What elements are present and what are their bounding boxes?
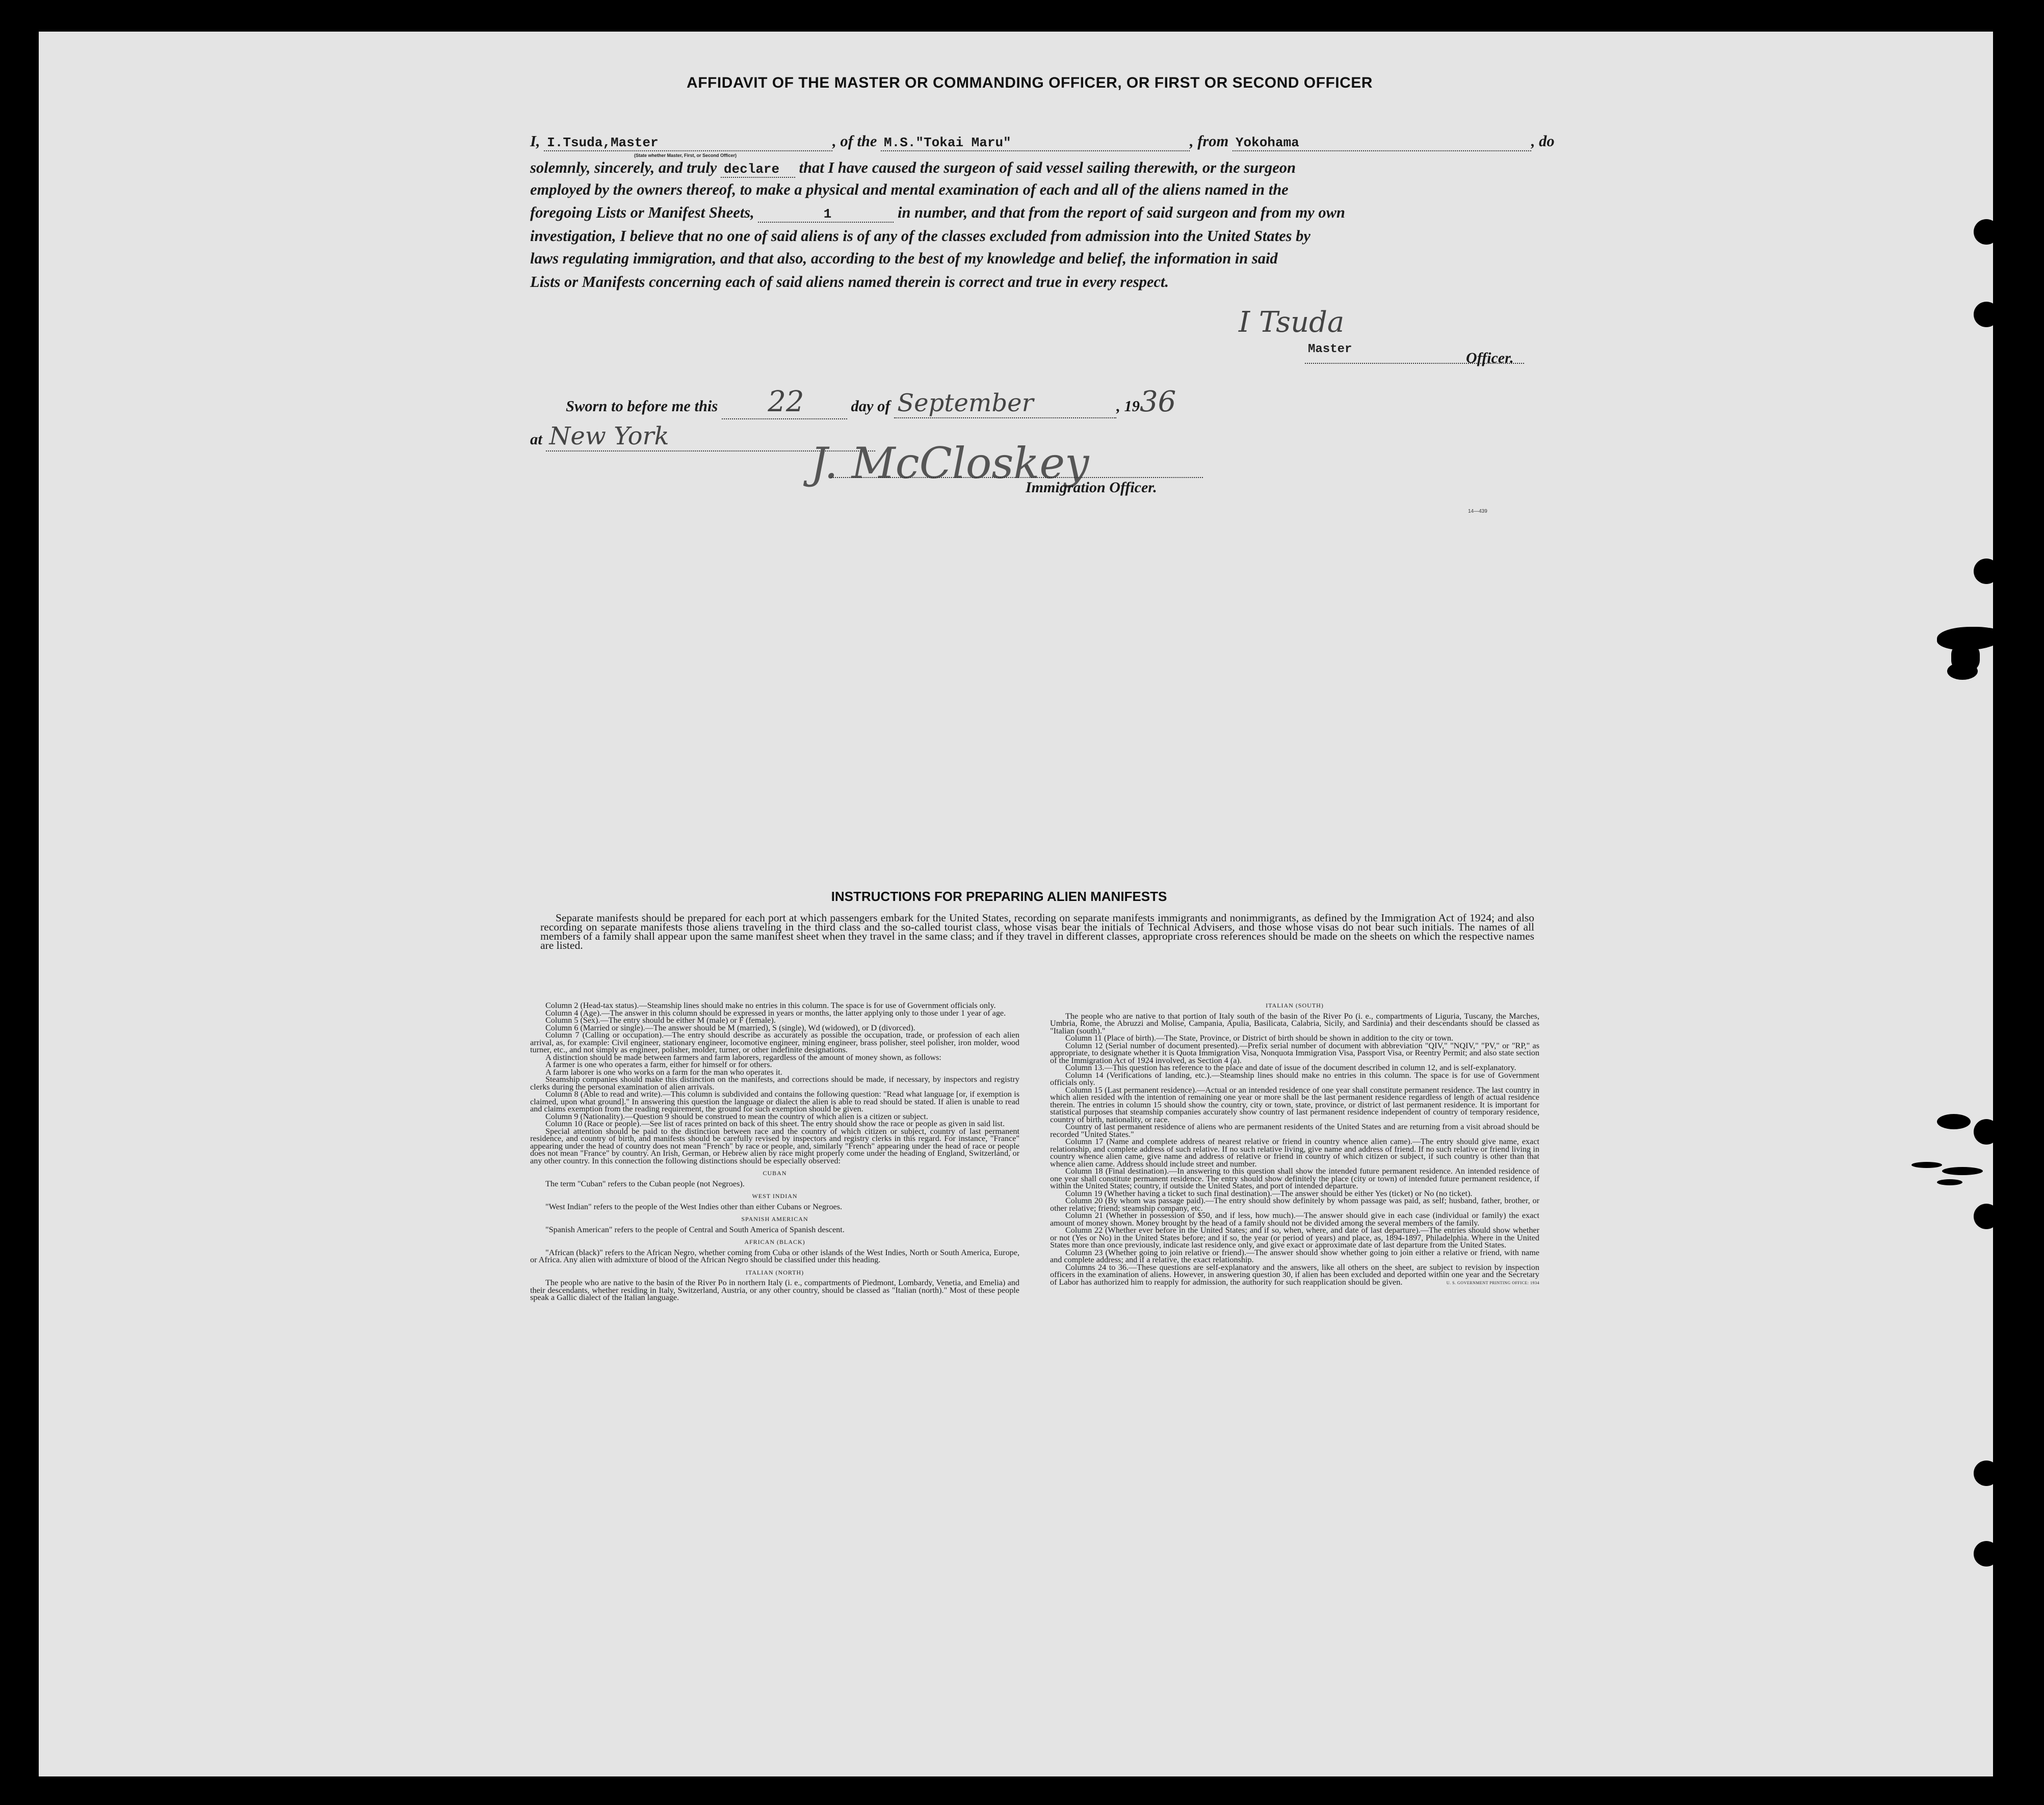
year-prefix: , 19 [1116,397,1140,415]
instruction-item: A distinction should be made between farmers and farm laborers, regardless of the amount of money shown, as follows: [545,1052,941,1062]
sworn-day-value: 22 [768,385,804,418]
ink-blot [1978,628,1998,638]
port-value: Yokohama [1235,135,1299,150]
affidavit-line-7: Lists or Manifests concerning each of said aliens named therein is correct and true in every respect. [530,273,1169,290]
affidavit-line-5: investigation, I believe that no one of said aliens is of any of the classes excluded from admission into the United States by [530,227,1311,245]
section-heading-west-indian: WEST INDIAN [752,1192,798,1200]
i-label: I, [530,132,540,150]
instruction-item: Column 21 (Whether in possession of $50, and if less, how much).—The answer should give in each case (individual or family) the exact amount of money shown. Money brought by the head of a family should not be divided among the several members of the family. [1050,1211,1539,1228]
ink-blot [1937,1179,1962,1185]
from-label: , from [1190,132,1229,150]
section-text-spanish-american: "Spanish American" refers to the people of Central and South America of Spanish descent. [545,1225,845,1234]
instruction-item: Column 6 (Married or single).—The answer should be M (married), S (single), Wd (widowed), or D (divorced). [545,1023,915,1032]
immigration-officer-signature: J. McCloskey [810,438,1089,488]
instruction-item: Column 5 (Sex).—The entry should be either M (male) or F (female). [545,1016,776,1025]
instruction-item: Special attention should be paid to the distinction between race and the country of which citizen or subject, country of last permanent residence, and country of birth, and manifests should be carefully revised by inspectors and registry clerks in this regard. For instance, "France" appearing under the head of country does not mean "French" by race or people, and, similarly "French" appearing under the head of race or people does not mean "France" by country. An Irish, German, or Hebrew alien by race might properly come under the heading of England, Switzerland, or any other country. In this connection the following distinctions should be especially observed: [530,1126,1019,1165]
instruction-item: Column 15 (Last permanent residence).—Actual or an intended residence of one year shall constitute permanent residence. The last country in which alien resided with the intention of remaining one year or more shall be the last permanent residence regardless of length of actual residence therein. The entries in column 15 should show the country, city or town, state, province, or district of last permanent residence. It is important for statistical purposes that steamship companies accurately show country of last permanent residence independent of country of temporary residence, country of birth, nationality, or race. [1050,1085,1539,1124]
day-of-label: day of [851,397,890,415]
sworn-month-value: September [897,389,1034,417]
instruction-item: Column 8 (Able to read and write).—This column is subdivided and contains the following question: "Read what language [or, if exemption is claimed, upon what ground]." In answering this question the language or dialect the alien is able to read should be stated. If alien is unable to read and claims exemption from the reading requirement, the ground for such exemption should be given. [530,1090,1019,1113]
declare-value: declare [723,162,780,177]
section-text-west-indian: "West Indian" refers to the people of the West Indies other than either Cubans or Negroes. [545,1202,843,1211]
sworn-day-field [722,385,847,419]
ink-blot [1942,1167,1983,1175]
instruction-item: Column 2 (Head-tax status).—Steamship lines should make no entries in this column. The space is for use of Government officials only. [545,1001,996,1010]
officer-suffix: Officer. [1466,350,1514,366]
section-heading-italian-south: ITALIAN (SOUTH) [1266,1002,1324,1009]
line2b: that I have caused the surgeon of said vessel sailing therewith, or the surgeon [799,159,1296,176]
sworn-month-field [894,389,1116,418]
at-label: at [530,431,542,448]
punch-hole [1974,219,1999,245]
affidavit-line-6: laws regulating immigration, and that also, according to the best of my knowledge and belief, the information in said [530,250,1278,267]
punch-hole [1974,302,1999,327]
printing-office-note: U. S. GOVERNMENT PRINTING OFFICE: 1934 [1446,1281,1539,1285]
affidavit-line-3: employed by the owners thereof, to make a physical and mental examination of each and all of the aliens named in the [530,181,1289,198]
port-field [1233,135,1531,151]
affidavit-line-1 [530,132,1555,151]
sheets-count-value: 1 [823,206,832,222]
officer-name-field [544,135,832,151]
punch-hole [1974,1204,1999,1229]
punch-hole [1974,1541,1999,1567]
affidavit-title: AFFIDAVIT OF THE MASTER OR COMMANDING OFFICER, OR FIRST OR SECOND OFFICER [687,74,1373,91]
instruction-item: Column 9 (Nationality).—Question 9 should be construed to mean the country of which alien is a citizen or subject. [545,1111,928,1121]
section-text-italian-north: The people who are native to the basin of the River Po in northern Italy (i. e., compartments of Piedmont, Lombardy, Venetia, and Emelia) and their descendants, whether residing in Italy, Switzerland, Austria, or any other country, should be classed as "Italian (north)." Most of these people speak a Gallic dialect of the Italian language. [530,1278,1019,1302]
section-heading-spanish-american: SPANISH AMERICAN [741,1215,808,1223]
instruction-item: Column 17 (Name and complete address of nearest relative or friend in country whence alien came).—The entry should give name, exact relationship, and complete address of such relative. If no such relative living, give name and address of friend. If no such relative or friend living in country whence alien came, give name and address of relative or friend in country of which citizen or subject, if such country is other than that whence alien came. Address should include street and number. [1050,1137,1539,1169]
section-heading-italian-north: ITALIAN (NORTH) [745,1268,804,1276]
instruction-item: Column 22 (Whether ever before in the United States; and if so, when, where, and date of last departure).—The entries should show whether or not (Yes or No) in the United States before; and if so, the year (or period of years) and place, as, 1894-1897, Philadelphia. Where in the United States more than once previously, indicate last residence only, and give exact or approximate date of last departure from the United States. [1050,1226,1539,1250]
form-number: 14—439 [1468,509,1487,514]
instruction-item: Steamship companies should make this distinction on the manifests, and corrections should be made, if necessary, by inspectors and registry clerks during the personal examination of alien arrivals. [530,1075,1019,1092]
line4b: in number, and that from the report of said surgeon and from my own [898,204,1345,221]
ink-blot [1937,1114,1971,1129]
instruction-item: A farmer is one who operates a farm, either for himself or for others. [545,1060,772,1069]
immigration-officer-line [831,477,1203,478]
immigration-officer-label: Immigration Officer. [1026,479,1157,496]
instruction-item: Column 19 (Whether having a ticket to such final destination).—The answer should be either Yes (ticket) or No (no ticket). [1065,1188,1473,1198]
declare-field [721,162,795,178]
master-signature: I Tsuda [1239,306,1345,339]
instruction-item: Column 12 (Serial number of document presented).—Prefix serial number of document with abbreviation "QIV," "NQIV," "PV," or "RP," as appropriate, to designate whether it is Quota Immigration Visa, Nonquota Immigration Visa, Passport Visa, or Reentry Permit; and also state section of the Immigration Act of 1924 involved, as Section 4 (a). [1050,1041,1539,1065]
ink-blot [1911,1162,1942,1168]
officer-name-value: I.Tsuda,Master [547,135,659,150]
instructions-left-column [530,1002,1019,1302]
year-suffix: 36 [1139,385,1176,418]
vessel-value: M.S."Tokai Maru" [884,135,1011,150]
instructions-intro [540,913,1534,950]
sworn-line [566,385,1575,419]
instruction-item: Column 18 (Final destination).—In answering to this question shall show the intended future permanent residence. An intended residence of one year shall constitute permanent residence. The entry should show definitely the place (city or town) of intended future permanent residence, if within the United States; country, if outside the United States, and port of intended departure. [1050,1166,1539,1190]
sworn-label: Sworn to before me this [566,397,718,415]
punch-hole [1974,1461,1999,1486]
instruction-item: Column 14 (Verifications of landing, etc.).—Steamship lines should make no entries in this column. The space is for use of Government officials only. [1050,1070,1539,1087]
ink-blot [1947,662,1978,680]
instruction-item: Column 13.—This question has reference to the place and date of issue of the document described in column 12, and is self-explanatory. [1065,1063,1516,1072]
instruction-item: Columns 24 to 36.—These questions are self-explanatory and the answers, like all others on the sheet, are subject to revision by inspection officers in the examination of aliens. However, in answering question 30, if alien has been excluded and deported within one year and the Secretary of Labor has authorized him to reapply for admission, the authority for such reapplication should be given. [1050,1262,1539,1287]
section-text-cuban: The term "Cuban" refers to the Cuban people (not Negroes). [545,1179,745,1188]
instruction-item: Column 23 (Whether going to join relative or friend).—The answer should show whether going to join either a relative or friend, with name and complete address; and if a relative, the exact relationship. [1050,1247,1539,1264]
vessel-field [881,135,1190,151]
section-text-african: "African (black)" refers to the African Negro, whether coming from Cuba or other islands of the West Indies, North or South America, Europe, or Africa. Any alien with admixture of blood of the African Negro should be classified under this heading. [530,1247,1019,1264]
instruction-item: A farm laborer is one who works on a farm for the man who operates it. [545,1067,782,1077]
instruction-item: Column 4 (Age).—The answer in this column should be expressed in years or months, the latter applying only to those under 1 year of age. [545,1008,1006,1018]
instructions-title: INSTRUCTIONS FOR PREPARING ALIEN MANIFESTS [831,889,1167,904]
affidavit-line-4 [530,204,1539,223]
of-the-label: , of the [832,132,877,150]
state-note: (State whether Master, First, or Second Officer) [634,153,737,158]
section-heading-cuban: CUBAN [763,1170,787,1177]
officer-title-filled: Master [1308,342,1352,356]
line4a: foregoing Lists or Manifest Sheets, [530,204,754,221]
instruction-item: The people who are native to that portion of Italy south of the basin of the River Po (i. e., compartments of Liguria, Tuscany, the Marches, Umbria, Rome, the Abruzzi and Molise, Campania, Apulia, Basilicata, Calabria, Sicily, and Sardinia) and their descendants should be classed as "Italian (south)." [1050,1011,1539,1036]
instruction-item: Column 20 (By whom was passage paid).—The entry should show definitely by whom passage was paid, as self; husband, father, brother, or other relative; friend; steamship company, etc. [1050,1196,1539,1213]
instruction-item: Column 7 (Calling or occupation).—The entry should describe as accurately as possible the occupation, trade, or profession of each alien arrival, as, for example: Civil engineer, stationary engineer, locomotive engineer, mining engineer, brass polisher, steel polisher, iron molder, wood turner, etc., and not simply as engineer, polisher, molder, turner, or other indefinite designations. [530,1030,1019,1054]
sheets-count-field [758,206,894,223]
do-label: , do [1531,132,1555,150]
instruction-item: Country of last permanent residence of aliens who are permanent residents of the United States and are returning from a visit abroad should be recorded "United States." [1050,1122,1539,1139]
intro-paragraph: Separate manifests should be prepared for each port at which passengers embark for the United States, recording on separate manifests immigrants and nonimmigrants, as defined by the Immigration Act of 1924; and also recording on separate manifests those aliens traveling in the third class and the so-called tourist class, whose visas bear the initials of Technical Advisers, and those whose visas do not bear such initials. The names of all members of a family shall appear upon the same manifest sheet when they travel in the same class; and if they travel in different classes, appropriate cross references should be made on the sheets on which the respective names are listed. [540,912,1534,951]
punch-hole [1974,1119,1999,1145]
affidavit-line-2 [530,159,1539,178]
at-place-value: New York [549,422,669,450]
section-heading-african: AFRICAN (BLACK) [744,1238,805,1245]
instructions-right-column [1050,1002,1539,1287]
instruction-item: Column 10 (Race or people).—See list of races printed on back of this sheet. The entry should show the race or people as given in said list. [545,1119,1005,1128]
corner-mark-top-right [1973,24,1980,32]
line2a: solemnly, sincerely, and truly [530,159,717,176]
instruction-item: Column 11 (Place of birth).—The State, Province, or District of birth should be shown in addition to the city or town. [1065,1033,1453,1043]
punch-hole [1974,559,1999,584]
